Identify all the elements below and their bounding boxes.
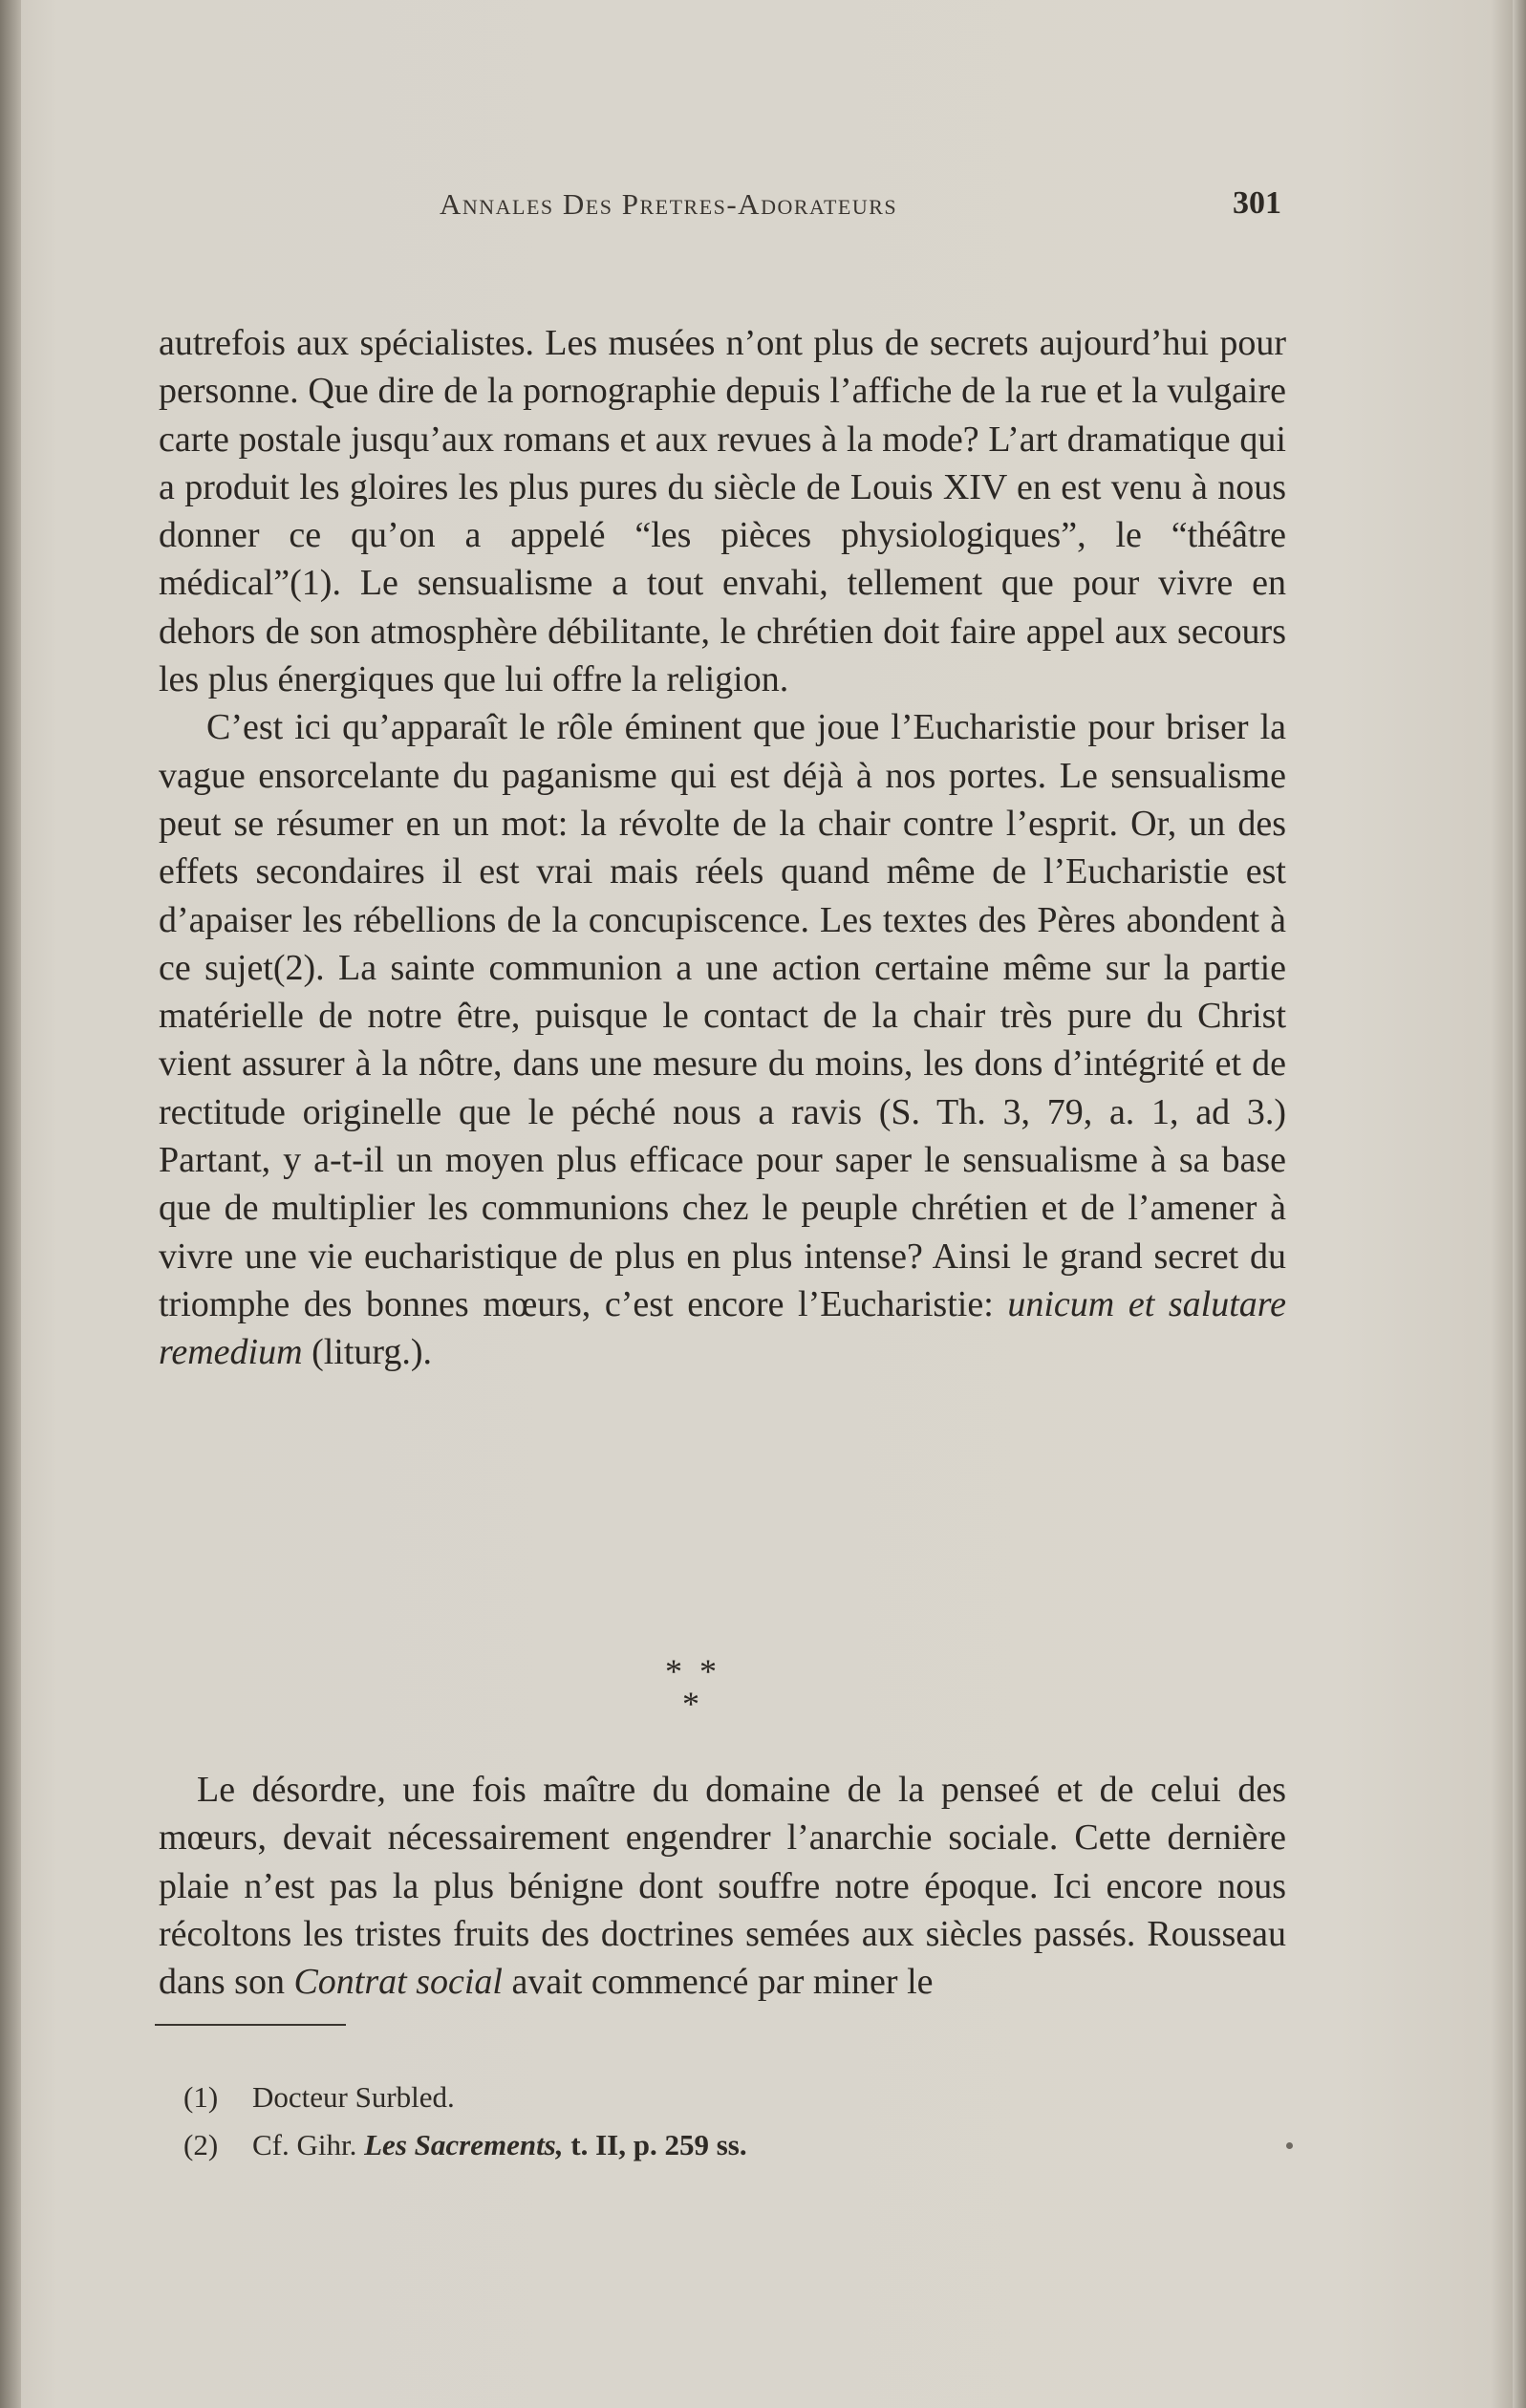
paragraph-2-text: C’est ici qu’apparaît le rôle éminent que joue l’Eucharistie pour briser la vague ensorcelante du paganisme qui est déjà à nos portes. Le sensualisme peut se résumer en un mot: la révolte de la chair contre l’esprit. Or, un des effets secondaires il est vrai mais réels quand même de l’Eucharistie est d’apaiser les rébellions de la concupiscence. Les textes des Pères abondent à ce sujet(2). La sainte communion a une action certaine même sur la partie matérielle de notre être, puisque le contact de la chair très pure du Christ vient assurer à la nôtre, dans une mesure du moins, les dons d’intégrité et de rectitude originelle que le péché nous a ravis (S. Th. 3, 79, a. 1, ad 3.) Partant, y a-t-il un moyen plus efficace pour saper le sensualisme à sa base que de multiplier les communions chez le peuple chrétien et de l’amener à vivre une vie eucharistique de plus en plus intense? Ainsi le grand secret du triomphe des bonnes mœurs, c’est encore l’Eucharistie: xyxy=(159,707,1286,1324)
footnote-2 xyxy=(183,2121,1235,2169)
footnote-prefix: Cf. Gihr. xyxy=(252,2128,365,2161)
footnote-italic-title: Les Sacrements, xyxy=(364,2128,564,2161)
asterism-separator xyxy=(659,1651,755,1737)
binding-edge xyxy=(0,0,21,2408)
body-text xyxy=(159,319,1286,1377)
body-text-section-2 xyxy=(159,1766,1286,2006)
print-speck xyxy=(1286,2142,1293,2149)
running-head xyxy=(287,187,1290,235)
running-title: Annales Des Pretres-Adorateurs xyxy=(440,187,898,221)
paragraph-3-tail: avait commencé par miner le xyxy=(502,1962,934,2003)
asterism-star: * xyxy=(665,1652,682,1690)
footnotes xyxy=(183,2074,1235,2169)
asterism-star: * xyxy=(682,1685,699,1723)
page-number: 301 xyxy=(1233,185,1281,221)
paragraph-3-italic: Contrat social xyxy=(293,1962,503,2003)
asterism-star: * xyxy=(699,1652,717,1690)
footnote-text: Docteur Surbled. xyxy=(252,2080,455,2114)
paragraph-2 xyxy=(159,703,1286,1376)
footnote-1 xyxy=(183,2074,1235,2121)
footnote-marker: (2) xyxy=(183,2128,219,2161)
footnote-suffix: t. II, p. 259 ss. xyxy=(563,2128,747,2161)
paragraph-3-text: Le désordre, une fois maître du domaine de la penseé et de celui des mœurs, devait nécessairement engendrer l’anarchie sociale. Cette dernière plaie n’est pas la plus bénigne dont souffre notre époque. Ici encore nous récoltons les tristes fruits des doctrines semées aux siècles passés. Rousseau dans son xyxy=(159,1770,1286,2003)
paragraph-1: autrefois aux spécialistes. Les musées n’ont plus de secrets aujourd’hui pour personne. Que dire de la pornographie depuis l’affiche de la rue et la vulgaire carte postale jusqu’aux romans et aux revues à la mode? L’art dramatique qui a produit les gloires les plus pures du siècle de Louis XIV en est venu à nous donner ce qu’on a appelé “les pièces physiologiques”, le “théâtre médical”(1). Le sensualisme a tout envahi, tellement que pour vivre en dehors de son atmosphère débilitante, le chrétien doit faire appel aux secours les plus énergiques que lui offre la religion. xyxy=(159,323,1286,700)
footnote-marker: (1) xyxy=(183,2080,219,2114)
footnote-rule xyxy=(155,2024,346,2026)
page-edge xyxy=(1513,0,1526,2408)
paragraph-2-italic: unicum et salutare remedium xyxy=(159,1283,1287,1373)
paragraph-3 xyxy=(159,1766,1286,2006)
paragraph-2-tail: (liturg.). xyxy=(302,1332,433,1373)
